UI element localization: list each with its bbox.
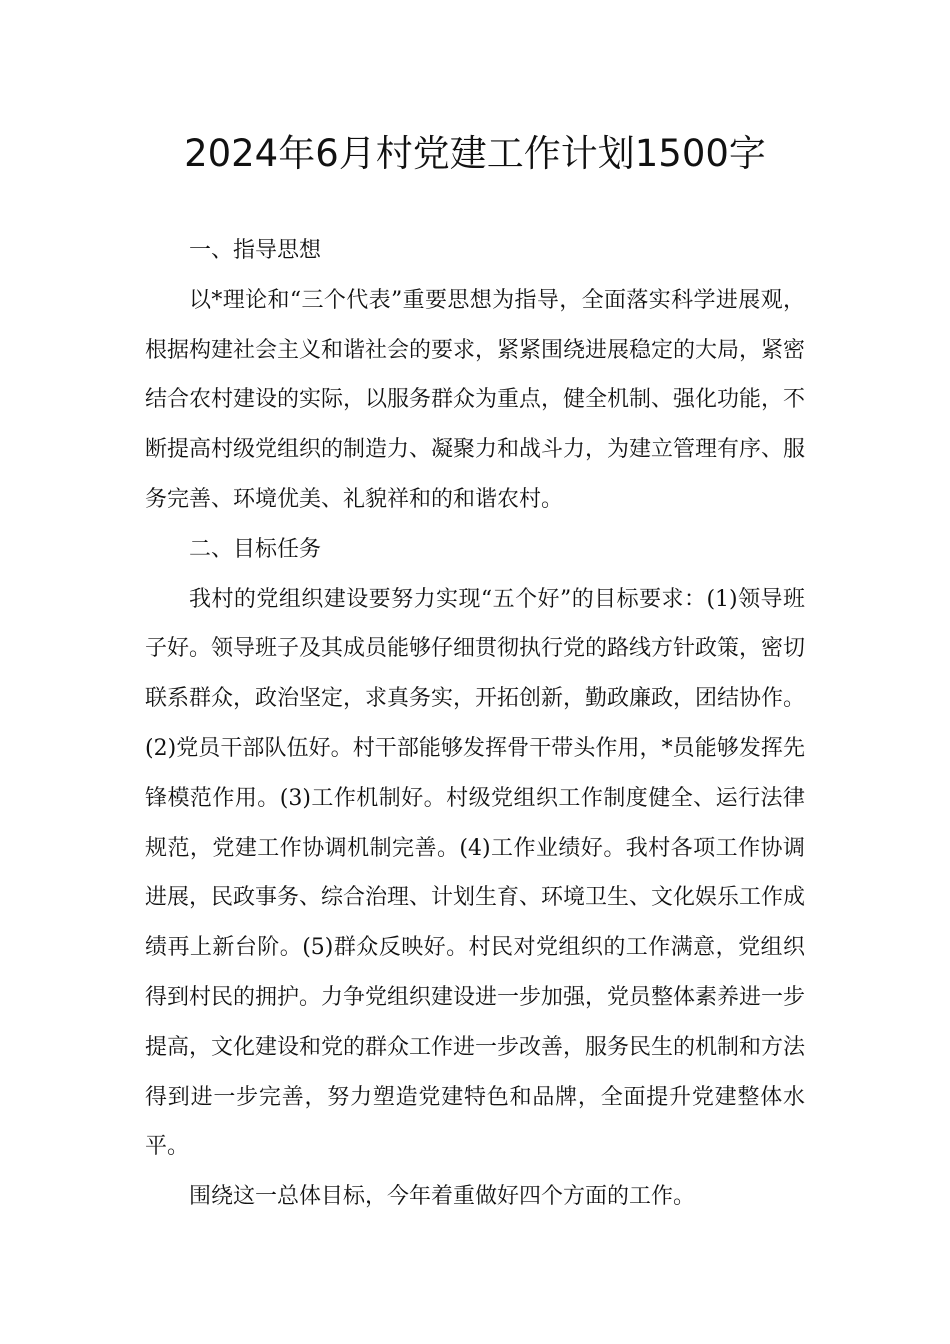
paragraph-overall-goal: 围绕这一总体目标，今年着重做好四个方面的工作。 [189, 1184, 696, 1210]
section-heading-guiding-ideology: 一、指导思想 [189, 238, 322, 263]
section-heading-goals-tasks: 二、目标任务 [189, 536, 322, 562]
document-body [145, 226, 805, 1222]
document-title: 2024年6月村党建工作计划1500字 [184, 132, 766, 175]
paragraph-guiding-ideology: 以*理论和“三个代表”重要思想为指导，全面落实科学进展观，根据构建社会主义和谐社会的要求，紧紧围绕进展稳定的大局，紧密结合农村建设的实际，以服务群众为重点，健全机制、强化功能，不断提高村级党组织的制造力、凝聚力和战斗力，为建立管理有序、服务完善、环境优美、礼貌祥和的和谐农村。 [145, 287, 806, 512]
paragraph-goals-tasks: 我村的党组织建设要努力实现“五个好”的目标要求：(1)领导班子好。领导班子及其成员能够仔细贯彻执行党的路线方针政策，密切联系群众，政治坚定，求真务实，开拓创新，勤政廉政，团结协作。(2)党员干部队伍好。村干部能够发挥骨干带头作用，*员能够发挥先锋模范作用。(3)工作机制好。村级党组织工作制度健全、运行法律规范，党建工作协调机制完善。(4)工作业绩好。我村各项工作协调进展，民政事务、综合治理、计划生育、环境卫生、文化娱乐工作成绩再上新台阶。(5)群众反映好。村民对党组织的工作满意，党组织得到村民的拥护。力争党组织建设进一步加强，党员整体素养进一步提高，文化建设和党的群众工作进一步改善，服务民生的机制和方法得到进一步完善，努力塑造党建特色和品牌，全面提升党建整体水平。 [145, 586, 806, 1160]
